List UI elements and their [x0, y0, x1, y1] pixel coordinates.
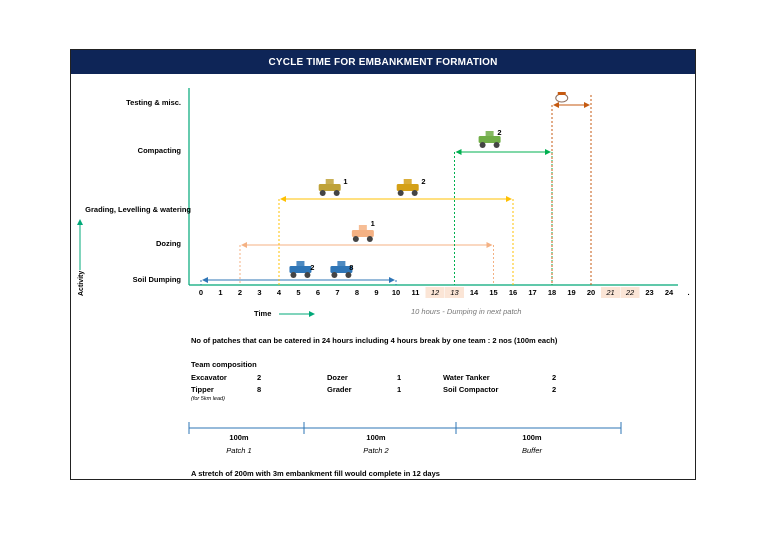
tick-label-1: 1 [218, 288, 223, 297]
grader-count: 1 [343, 177, 348, 186]
team-item-grader: Grader [327, 385, 352, 394]
testing-icon [556, 92, 568, 102]
water-tanker-icon [397, 179, 419, 196]
activity-label-dozing: Dozing [156, 239, 181, 248]
activity-label-compacting: Compacting [137, 146, 181, 155]
tick-label-3: 3 [257, 288, 262, 297]
tick-label-16: 16 [508, 288, 518, 297]
team-count-water-tanker: 2 [552, 373, 557, 382]
patch-2-length: 100m [366, 433, 386, 442]
tick-label-21: 21 [606, 288, 615, 297]
tick-label-15: 15 [489, 288, 498, 297]
patches-note: No of patches that can be catered in 24 hours including 4 hours break by one team : 2 nos (100m each) [191, 336, 558, 345]
team-heading: Team composition [191, 360, 257, 369]
patch-2-name: Patch 2 [363, 446, 389, 455]
tick-label-23: 23 [645, 288, 654, 297]
tick-label-17: 17 [528, 288, 537, 297]
activity-label-testing: Testing & misc. [126, 98, 181, 107]
team-count-tipper: 8 [257, 385, 262, 394]
water-tanker-count: 2 [421, 177, 426, 186]
x-axis-label: Time [254, 309, 272, 318]
tick-label-24: 24 [664, 288, 674, 297]
team-count-excavator: 2 [257, 373, 262, 382]
footer-note: A stretch of 200m with 3m embankment fill would complete in 12 days [191, 469, 440, 478]
excavator-icon [289, 261, 311, 278]
tipper-note: (for 5km lead) [191, 396, 225, 402]
tick-label-12: 12 [430, 288, 440, 297]
tick-label-7: 7 [335, 288, 340, 297]
grader-icon [319, 179, 341, 196]
tick-label-8: 8 [354, 288, 360, 297]
tick-label-end: . [687, 288, 690, 297]
tick-label-0: 0 [198, 288, 204, 297]
timeline-chart [71, 50, 697, 481]
tick-label-18: 18 [547, 288, 557, 297]
tick-label-6: 6 [315, 288, 321, 297]
team-count-dozer: 1 [397, 373, 402, 382]
team-count-grader: 1 [397, 385, 402, 394]
tipper-count: 8 [349, 263, 354, 272]
diagram-frame [70, 49, 696, 480]
tick-label-20: 20 [586, 288, 596, 297]
activity-label-soil-dumping: Soil Dumping [132, 275, 181, 284]
tick-label-2: 2 [237, 288, 243, 297]
soil-compactor-count: 2 [497, 128, 502, 137]
buffer-name: Buffer [521, 446, 542, 455]
team-item-soil-compactor: Soil Compactor [443, 385, 499, 394]
team-item-excavator: Excavator [191, 373, 227, 382]
y-axis-label: Activity [78, 270, 85, 296]
patch-1-length: 100m [229, 433, 249, 442]
patch-1-name: Patch 1 [226, 446, 252, 455]
tick-label-14: 14 [469, 288, 479, 297]
tick-label-11: 11 [411, 288, 420, 297]
tick-label-13: 13 [450, 288, 459, 297]
activity-label-grading: Grading, Levelling & watering [85, 205, 191, 214]
team-item-water-tanker: Water Tanker [443, 373, 490, 382]
excavator-count: 2 [310, 263, 315, 272]
dozer-count: 1 [370, 219, 375, 228]
tick-label-9: 9 [374, 288, 379, 297]
tick-label-19: 19 [567, 288, 576, 297]
buffer-length: 100m [522, 433, 542, 442]
page-title: CYCLE TIME FOR EMBANKMENT FORMATION [268, 56, 498, 68]
tick-label-22: 22 [625, 288, 635, 297]
tick-label-4: 4 [276, 288, 282, 297]
team-item-dozer: Dozer [327, 373, 348, 382]
next-patch-note: 10 hours - Dumping in next patch [411, 307, 522, 316]
tick-label-10: 10 [391, 288, 401, 297]
tick-label-5: 5 [296, 288, 301, 297]
team-count-soil-compactor: 2 [552, 385, 557, 394]
team-item-tipper: Tipper [191, 385, 214, 394]
